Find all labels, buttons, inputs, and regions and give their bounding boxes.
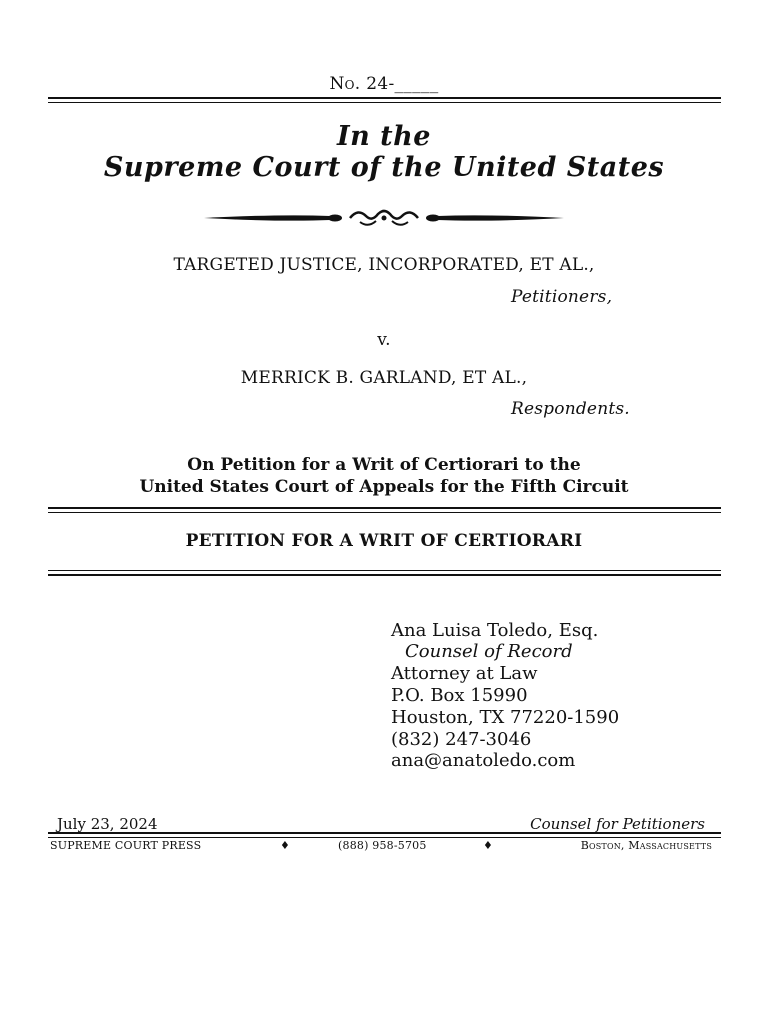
diamond-separator-icon: ♦ bbox=[280, 839, 291, 852]
title-rule-top-thick bbox=[48, 507, 721, 509]
petition-title: PETITION FOR A WRIT OF CERTIORARI bbox=[185, 531, 583, 551]
docket-number bbox=[0, 74, 768, 94]
respondent-name: MERRICK B. GARLAND, ET AL., bbox=[240, 368, 528, 388]
counsel-for-label: Counsel for Petitioners bbox=[530, 815, 705, 833]
on-petition-line-2: United States Court of Appeals for the Fifth Circuit bbox=[139, 477, 629, 497]
top-rule-thin bbox=[48, 102, 721, 103]
counsel-name: Ana Luisa Toledo, Esq. bbox=[391, 620, 599, 641]
diamond-separator-icon: ♦ bbox=[483, 839, 494, 852]
title-rule-top-thin bbox=[48, 512, 721, 513]
filing-date: July 23, 2024 bbox=[57, 815, 158, 833]
counsel-role: Counsel of Record bbox=[405, 641, 573, 662]
press-name: SUPREME COURT PRESS bbox=[50, 839, 202, 852]
footer-rule-thick bbox=[48, 832, 721, 834]
counsel-email: ana@anatoledo.com bbox=[391, 750, 576, 771]
ornament-divider-icon bbox=[200, 204, 568, 232]
versus-label: v. bbox=[377, 330, 391, 350]
press-phone: (888) 958-5705 bbox=[338, 839, 427, 852]
counsel-phone: (832) 247-3046 bbox=[391, 729, 532, 750]
title-rule-bottom-thin bbox=[48, 570, 721, 571]
petitioner-name: TARGETED JUSTICE, INCORPORATED, ET AL., bbox=[173, 255, 595, 275]
counsel-city: Houston, TX 77220-1590 bbox=[391, 707, 620, 728]
petitioner-role: Petitioners, bbox=[511, 287, 613, 307]
counsel-po-box: P.O. Box 15990 bbox=[391, 685, 528, 706]
respondent-role: Respondents. bbox=[511, 399, 630, 419]
court-line-in-the: In the bbox=[337, 121, 431, 152]
counsel-title: Attorney at Law bbox=[391, 663, 538, 684]
docket-value: 24-_____ bbox=[360, 74, 439, 94]
docket-prefix: No. bbox=[329, 74, 361, 94]
court-name: Supreme Court of the United States bbox=[103, 152, 665, 183]
footer-rule-thin bbox=[48, 837, 721, 838]
press-city: Boston, Massachusetts bbox=[580, 839, 712, 852]
top-rule-thick bbox=[48, 97, 721, 99]
title-rule-bottom-thick bbox=[48, 574, 721, 576]
on-petition-line-1: On Petition for a Writ of Certiorari to the bbox=[187, 455, 581, 475]
